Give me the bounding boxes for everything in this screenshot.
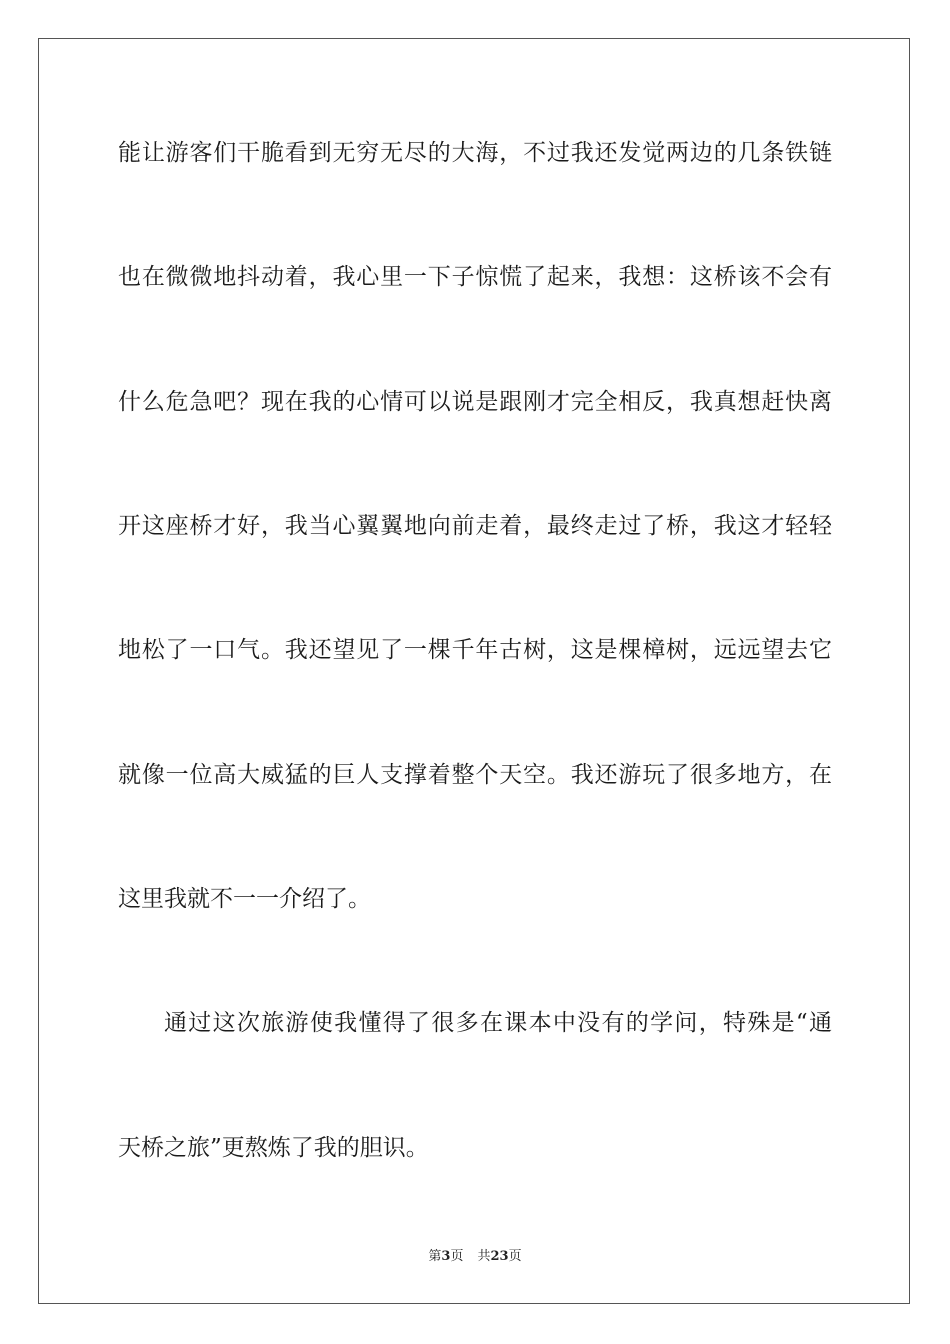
paragraph-line-2: 也在微微地抖动着，我心里一下子惊慌了起来，我想：这桥该不会有 — [118, 264, 832, 290]
page-prefix: 第 — [428, 1249, 442, 1264]
paragraph-line-7: 这里我就不一一介绍了。 — [118, 886, 371, 912]
paragraph-line-5: 地松了一口气。我还望见了一棵千年古树，这是棵樟树，远远望去它 — [118, 637, 832, 663]
page-suffix: 页 — [450, 1249, 464, 1264]
total-suffix: 页 — [508, 1249, 522, 1264]
paragraph-line-6: 就像一位高大威猛的巨人支撑着整个天空。我还游玩了很多地方，在 — [118, 762, 832, 788]
paragraph-line-9: 天桥之旅”更熬炼了我的胆识。 — [118, 1135, 429, 1161]
paragraph-line-1: 能让游客们干脆看到无穷无尽的大海，不过我还发觉两边的几条铁链 — [118, 140, 832, 166]
total-prefix: 共 — [477, 1249, 491, 1264]
paragraph-line-8: 通过这次旅游使我懂得了很多在课本中没有的学问，特殊是“通 — [164, 1010, 832, 1036]
paragraph-line-3: 什么危急吧？现在我的心情可以说是跟刚才完全相反，我真想赶快离 — [118, 389, 832, 415]
paragraph-line-4: 开这座桥才好，我当心翼翼地向前走着，最终走过了桥，我这才轻轻 — [118, 513, 832, 539]
page-border — [38, 38, 910, 1304]
page-footer — [0, 1249, 950, 1265]
total-pages: 23 — [490, 1249, 509, 1264]
page-number: 3 — [441, 1249, 451, 1264]
